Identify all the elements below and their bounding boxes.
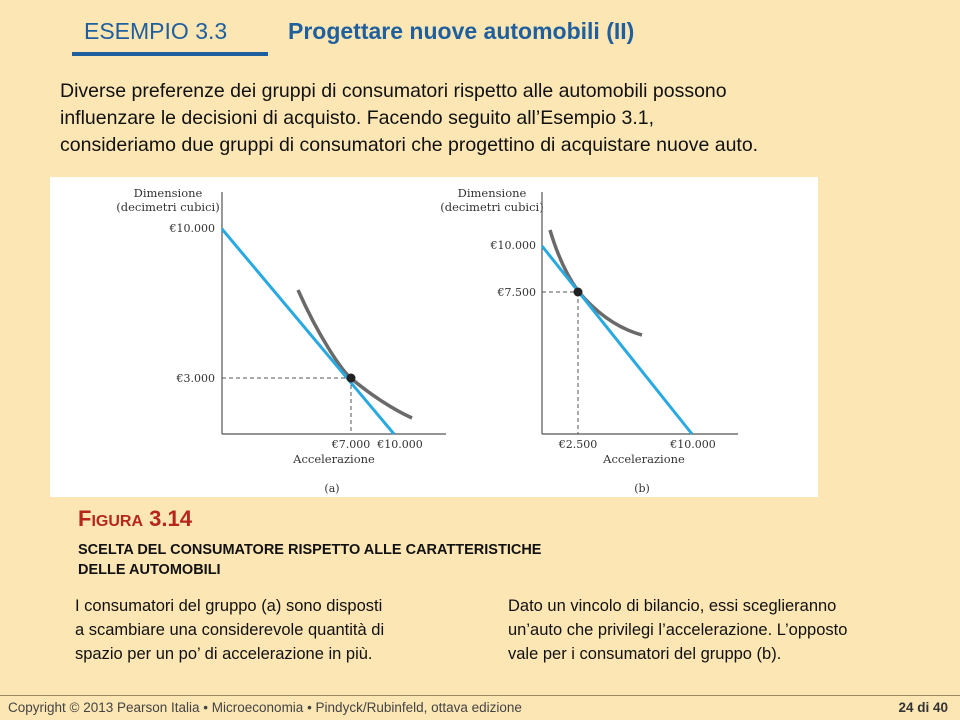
intro-line: influenzare le decisioni di acquisto. Facendo seguito all’Esempio 3.1, bbox=[60, 107, 655, 129]
intro-line: consideriamo due gruppi di consumatori che progettino di acquistare nuove auto. bbox=[60, 134, 759, 156]
page-number: 24 di 40 bbox=[898, 700, 948, 715]
intro-line: Diverse preferenze dei gruppi di consumatori rispetto alle automobili possono bbox=[60, 80, 727, 102]
figure-caption bbox=[78, 540, 798, 580]
text-column-right bbox=[508, 594, 938, 666]
x-axis-label: Accelerazione bbox=[603, 452, 685, 466]
y-tick-label: €7.500 bbox=[497, 286, 536, 299]
chosen-point bbox=[347, 374, 356, 383]
chart-panel-b bbox=[440, 186, 738, 495]
figure-label bbox=[78, 506, 192, 532]
text-line: a scambiare una considerevole quantità di bbox=[75, 621, 385, 639]
caption-line: DELLE AUTOMOBILI bbox=[78, 562, 221, 578]
y-axis-label-line2: (decimetri cubici) bbox=[116, 200, 220, 214]
example-label: ESEMPIO 3.3 bbox=[84, 18, 228, 44]
y-axis-label-line2: (decimetri cubici) bbox=[440, 200, 544, 214]
text-line: spazio per un po’ di accelerazione in più. bbox=[75, 645, 373, 663]
panel-label: (a) bbox=[324, 482, 340, 495]
budget-line bbox=[542, 246, 692, 434]
indifference-curve bbox=[550, 230, 642, 335]
x-tick-label: €10.000 bbox=[670, 438, 716, 451]
y-tick-label: €10.000 bbox=[169, 222, 215, 235]
figure-label-number: 3.14 bbox=[149, 506, 192, 531]
figure-panel bbox=[50, 177, 818, 497]
panel-label: (b) bbox=[634, 482, 650, 495]
y-tick-label: €3.000 bbox=[176, 372, 215, 385]
text-line: Dato un vincolo di bilancio, essi sceglieranno bbox=[508, 597, 837, 615]
footer-copyright: Copyright © 2013 Pearson Italia • Microeconomia • Pindyck/Rubinfeld, ottava edizione bbox=[8, 700, 522, 715]
figure-label-initial: F bbox=[78, 506, 92, 531]
y-tick-label: €10.000 bbox=[490, 239, 536, 252]
budget-line bbox=[222, 229, 394, 434]
footer-divider bbox=[0, 695, 960, 696]
x-tick-label: €7.000 bbox=[331, 438, 371, 451]
text-line: vale per i consumatori del gruppo (b). bbox=[508, 645, 782, 663]
y-axis-label-line1: Dimensione bbox=[133, 186, 203, 200]
header-underline bbox=[72, 52, 268, 56]
caption-line: SCELTA DEL CONSUMATORE RISPETTO ALLE CARATTERISTICHE bbox=[78, 542, 542, 558]
indifference-curve bbox=[298, 290, 412, 418]
intro-paragraph bbox=[60, 78, 930, 159]
figure-chart bbox=[50, 177, 818, 497]
text-line: I consumatori del gruppo (a) sono disposti bbox=[75, 597, 383, 615]
x-tick-label: €10.000 bbox=[377, 438, 423, 451]
text-line: un’auto che privilegi l’accelerazione. L’opposto bbox=[508, 621, 848, 639]
chart-panel-a bbox=[116, 186, 446, 495]
page-title: Progettare nuove automobili (II) bbox=[288, 18, 635, 44]
text-column-left bbox=[75, 594, 485, 666]
y-axis-label-line1: Dimensione bbox=[457, 186, 527, 200]
x-tick-label: €2.500 bbox=[558, 438, 598, 451]
figure-label-rest: IGURA bbox=[91, 513, 144, 530]
chosen-point bbox=[574, 288, 583, 297]
x-axis-label: Accelerazione bbox=[293, 452, 375, 466]
